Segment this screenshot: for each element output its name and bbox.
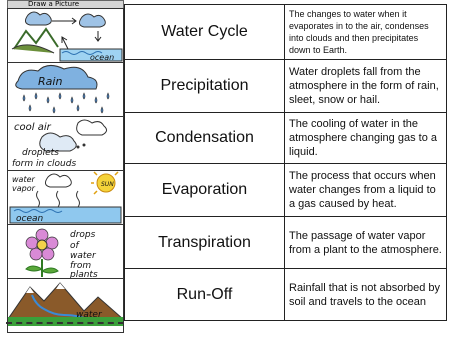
table-row — [125, 217, 447, 269]
term-cell: Transpiration — [125, 217, 285, 269]
water-cycle-drawing-icon — [7, 8, 124, 63]
rain-cloud-drawing-icon — [7, 62, 124, 117]
term-cell: Condensation — [125, 113, 285, 164]
svg-text:of: of — [70, 241, 79, 251]
svg-text:SUN: SUN — [101, 181, 114, 188]
svg-text:from: from — [70, 261, 92, 271]
definition-cell: The cooling of water in the atmosphere changing gas to a liquid. — [285, 113, 447, 164]
definition-cell: The passage of water vapor from a plant to the atmosphere. — [285, 217, 447, 269]
table-row — [125, 60, 447, 113]
svg-text:form in clouds: form in clouds — [12, 159, 77, 169]
draw-a-picture-label: Draw a Picture — [28, 0, 80, 8]
draw-a-picture-column — [7, 0, 124, 328]
svg-text:water: water — [70, 251, 96, 261]
table-row — [125, 269, 447, 321]
cut-line — [6, 322, 124, 324]
ocean-text: ocean — [90, 53, 115, 62]
svg-text:water: water — [12, 175, 35, 184]
definition-cell: The changes to water when it evaporates in to the air, condenses into clouds and then precipitates down to Earth. — [285, 5, 447, 60]
svg-text:vapor: vapor — [12, 184, 35, 193]
table-row — [125, 5, 447, 60]
svg-text:cool air: cool air — [14, 122, 51, 133]
definition-cell: The process that occurs when water changes from a liquid to a gas caused by heat. — [285, 164, 447, 217]
table-row — [125, 113, 447, 164]
term-cell: Run-Off — [125, 269, 285, 321]
water-text: water — [76, 310, 102, 320]
vocabulary-table — [124, 4, 447, 321]
term-cell: Precipitation — [125, 60, 285, 113]
svg-text:ocean: ocean — [16, 214, 44, 224]
term-cell: Water Cycle — [125, 5, 285, 60]
svg-text:drops: drops — [70, 230, 96, 240]
evaporation-drawing-icon — [7, 170, 124, 225]
term-cell: Evaporation — [125, 164, 285, 217]
definition-cell: Water droplets fall from the atmosphere in the form of rain, sleet, snow or hail. — [285, 60, 447, 113]
definition-cell: Rainfall that is not absorbed by soil and travels to the ocean — [285, 269, 447, 321]
mountain-runoff-drawing-icon — [7, 278, 124, 333]
svg-text:plants: plants — [70, 270, 98, 278]
rain-text: Rain — [38, 75, 63, 88]
table-row — [125, 164, 447, 217]
svg-text:droplets: droplets — [22, 148, 59, 158]
flower-drawing-icon — [7, 224, 124, 279]
condensation-drawing-icon — [7, 116, 124, 171]
